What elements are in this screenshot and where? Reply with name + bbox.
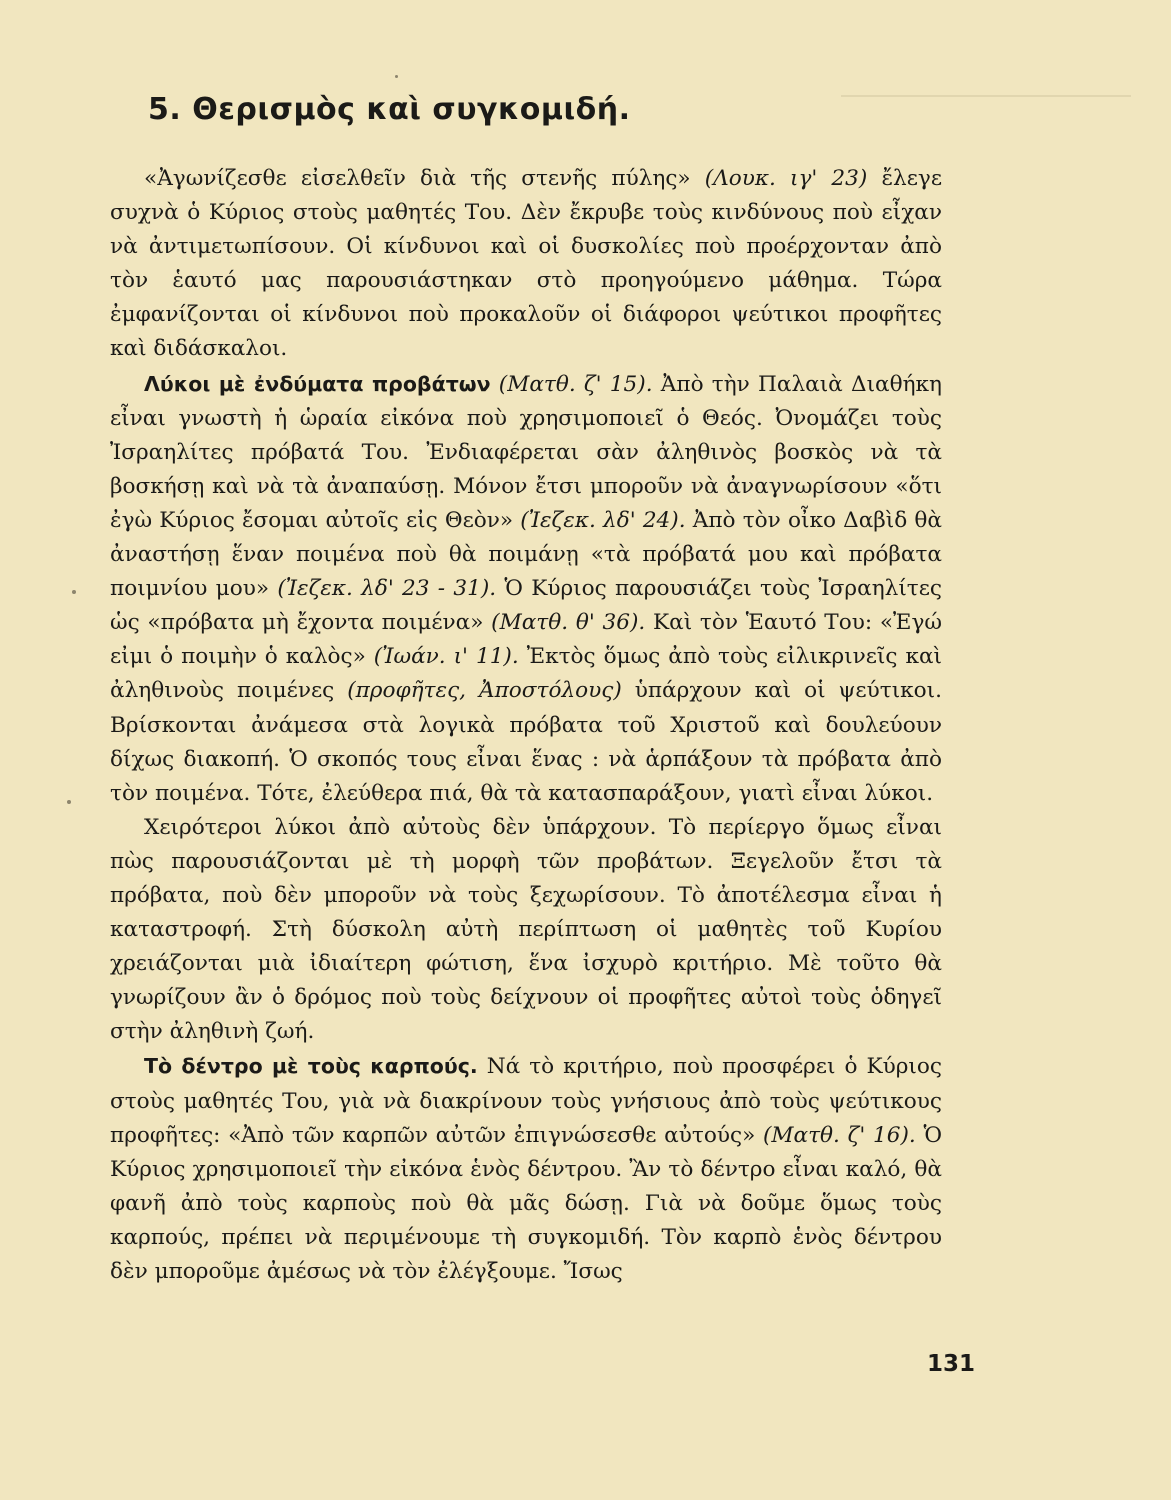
paragraph-3 xyxy=(110,811,942,1050)
text-run: Νά τὸ κριτήριο, ποὺ προσφέρει ὁ Κύριος στοὺς μαθητές Του, γιὰ νὰ διακρίνουν τοὺς γνήσιους ἀπὸ τοὺς ψεύτικους προφῆτες: «Ἀπὸ τῶν καρπῶν αὐτῶν ἐπιγνώσεσθε αὐτούς» xyxy=(110,1054,942,1148)
scripture-reference: (Λουκ. ιγ' 23) xyxy=(704,166,868,191)
paper-speck xyxy=(72,590,76,594)
body-text xyxy=(110,162,942,1289)
scripture-reference: (Ἰεζεκ. λδ' 23 - 31). xyxy=(277,576,497,602)
text-run: ὑπάρχουν καὶ οἱ ψεύτικοι. Βρίσκονται ἀνάμεσα στὰ λογικὰ πρόβατα τοῦ Χριστοῦ καὶ δουλεύουν δίχως διακοπή. Ὁ σκοπός τους εἶναι ἕνας : νὰ ἁρπάξουν τὰ πρόβατα ἀπὸ τὸν ποιμένα. Τότε, ἐλεύθερα πιά, θὰ τὰ κατασπαράξουν, γιατὶ εἶναι λύκοι. xyxy=(110,678,942,806)
scripture-reference: (Ἰωάν. ι' 11). xyxy=(373,644,519,670)
paragraph-lead: Λύκοι μὲ ἐνδύματα προβάτων xyxy=(144,371,491,396)
section-heading: 5. Θερισμὸς καὶ συγκομιδή. xyxy=(148,92,631,127)
text-run: Ὁ Κύριος χρησιμοποιεῖ τὴν εἰκόνα ἑνὸς δέντρου. Ἂν τὸ δέντρο εἶναι καλό, θὰ φανῆ ἀπὸ τοὺς καρποὺς ποὺ θὰ μᾶς δώσῃ. Γιὰ νὰ δοῦμε ὅμως τοὺς καρπούς, πρέπει νὰ περιμένουμε τὴ συγκομιδή. Τὸν καρπὸ ἑνὸς δέντρου δὲν μποροῦμε ἀμέσως νὰ τὸν ἐλέγξουμε. Ἴσως xyxy=(110,1122,942,1284)
text-run: «Ἀγωνίζεσθε εἰσελθεῖν διὰ τῆς στενῆς πύλης» xyxy=(144,166,705,191)
scripture-reference: (Ἰεζεκ. λδ' 24). xyxy=(520,507,686,533)
text-run: Χειρότεροι λύκοι ἀπὸ αὐτοὺς δὲν ὑπάρχουν. Τὸ περίεργο ὅμως εἶναι πὼς παρουσιάζονται μὲ τὴ μορφὴ τῶν προβάτων. Ξεγελοῦν ἔτσι τὰ πρόβατα, ποὺ δὲν μποροῦν νὰ τοὺς ξεχωρίσουν. Τὸ ἀποτέλεσμα εἶναι ἡ καταστροφή. Στὴ δύσκολη αὐτὴ περίπτωση οἱ μαθητὲς τοῦ Κυρίου χρειάζονται μιὰ ἰδιαίτερη φώτιση, ἕνα ἰσχυρὸ κριτήριο. Μὲ τοῦτο θὰ γνωρίζουν ἂν ὁ δρόμος ποὺ τοὺς δείχνουν οἱ προφῆτες αὐτοὶ τοὺς ὁδηγεῖ στὴν ἀληθινὴ ζωή. xyxy=(110,814,942,1045)
scripture-reference: (Ματθ. ζ' 16). xyxy=(762,1122,916,1148)
scripture-reference: (προφῆτες, Ἀποστόλους) xyxy=(347,678,622,704)
paragraph-4 xyxy=(110,1049,942,1289)
text-run: Ἀπὸ τὸν οἶκο Δαβὶδ θὰ ἀναστήσῃ ἕναν ποιμένα ποὺ θὰ ποιμάνῃ «τὰ πρόβατά μου καὶ πρόβατα ποιμνίου μου» xyxy=(110,507,942,602)
text-run: Ἀπὸ τὴν Παλαιὰ Διαθήκη εἶναι γνωστὴ ἡ ὡραία εἰκόνα ποὺ χρησιμοποιεῖ ὁ Θεός. Ὀνομάζει τοὺς Ἰσραηλίτες πρόβατά Του. Ἐνδιαφέρεται σὰν ἀληθινὸς βοσκὸς νὰ τὰ βοσκήσῃ καὶ νὰ τὰ ἀναπαύσῃ. Μόνον ἔτσι μποροῦν νὰ ἀναγνωρίσουν «ὅτι ἐγὼ Κύριος ἔσομαι αὐτοῖς εἰς Θεὸν» xyxy=(110,371,942,533)
text-run: Ὁ Κύριος παρουσιάζει τοὺς Ἰσραηλίτες ὡς «πρόβατα μὴ ἔχοντα ποιμένα» xyxy=(110,576,943,636)
scripture-reference: (Ματθ. ζ' 15). xyxy=(490,371,653,397)
paper-speck xyxy=(395,75,398,78)
paragraph-lead: Τὸ δέντρο μὲ τοὺς καρπούς. xyxy=(144,1054,478,1079)
page-number: 131 xyxy=(927,1351,976,1377)
paragraph-1 xyxy=(110,162,942,367)
text-run: Ἐκτὸς ὅμως ἀπὸ τοὺς εἰλικρινεῖς καὶ ἀληθινοὺς ποιμένες xyxy=(110,644,942,704)
paragraph-2 xyxy=(110,367,942,811)
paper-speck xyxy=(67,800,71,804)
text-run: Καὶ τὸν Ἑαυτό Του: «Ἐγώ εἰμι ὁ ποιμὴν ὁ καλὸς» xyxy=(110,610,942,670)
text-run: ἔλεγε συχνὰ ὁ Κύριος στοὺς μαθητές Του. Δὲν ἔκρυβε τοὺς κινδύνους ποὺ εἶχαν νὰ ἀντιμετωπίσουν. Οἱ κίνδυνοι καὶ οἱ δυσκολίες ποὺ προέρχονταν ἀπὸ τὸν ἑαυτό μας παρουσιάστηκαν στὸ προηγούμενο μάθημα. Τώρα ἐμφανίζονται οἱ κίνδυνοι ποὺ προκαλοῦν οἱ διάφοροι ψεύτικοι προφῆτες καὶ διδάσκαλοι. xyxy=(110,166,943,362)
scripture-reference: (Ματθ. θ' 36). xyxy=(491,610,646,636)
bleed-through-image xyxy=(841,0,1131,97)
